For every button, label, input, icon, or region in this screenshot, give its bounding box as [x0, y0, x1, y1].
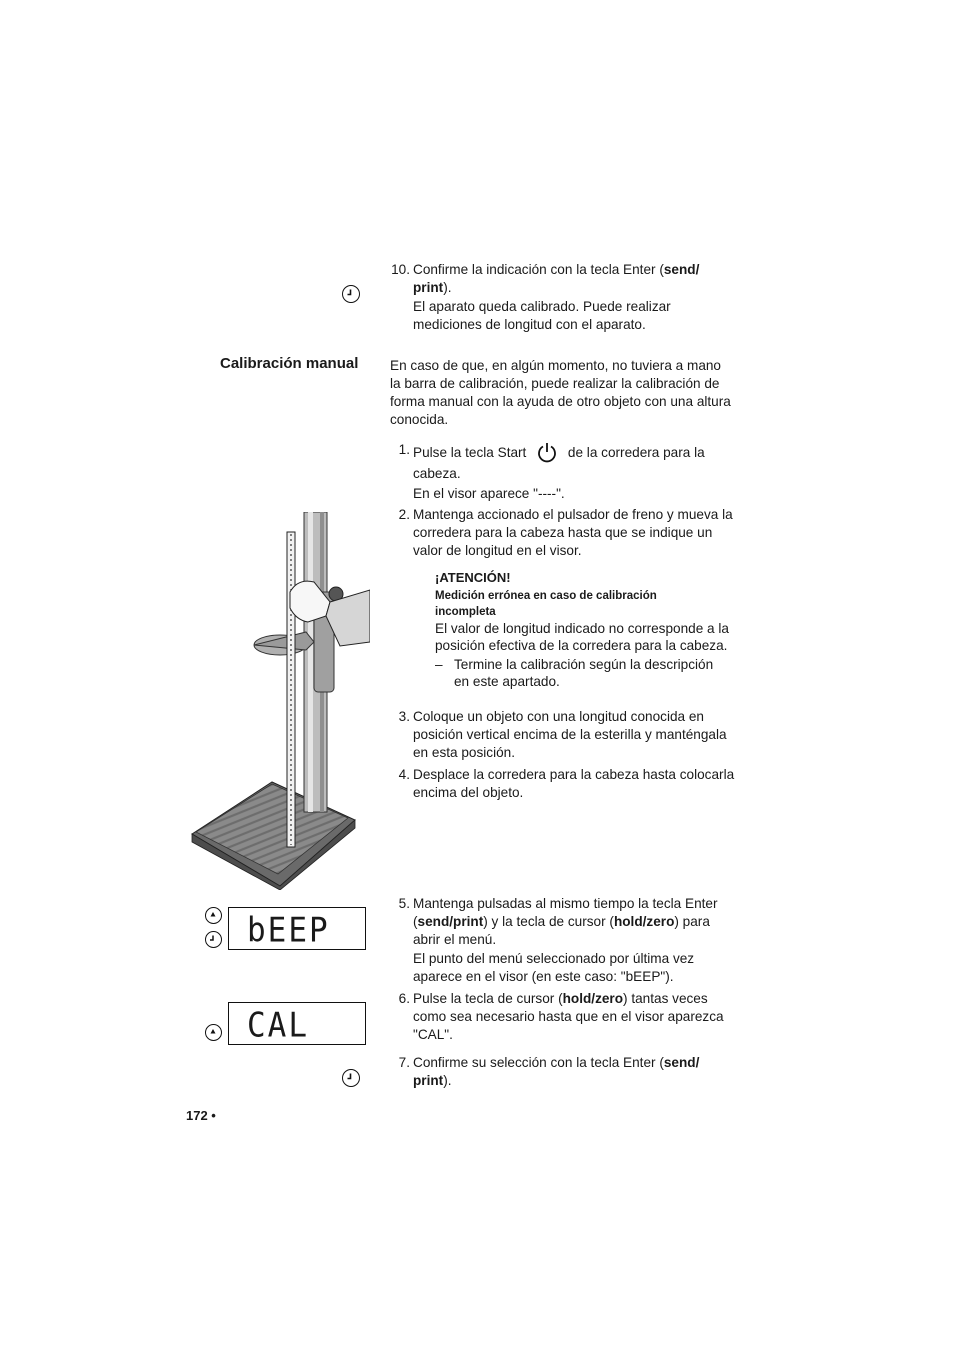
display-beep: [228, 907, 366, 950]
step-10: [390, 261, 735, 341]
enter-key-icon: [205, 931, 222, 948]
step-text: ).: [443, 1073, 452, 1088]
warning-note: [435, 569, 730, 690]
stadiometer-illustration: [190, 512, 370, 890]
key-name: send/: [663, 262, 700, 277]
key-name: send/: [663, 1055, 700, 1070]
step-subtext: En el visor aparece "----".: [413, 486, 565, 501]
warning-body: El valor de longitud indicado no corresponde a la posición efectiva de la corredera para la cabeza.: [435, 621, 729, 653]
key-name: print: [413, 1073, 444, 1088]
step-number: 7.: [398, 1055, 410, 1070]
enter-key-icon: [342, 1069, 360, 1087]
step-number: 3.: [398, 709, 410, 724]
step-text: ).: [443, 280, 452, 295]
step-text: de la corredera para la: [567, 445, 705, 460]
section-intro: En caso de que, en algún momento, no tuviera a mano la barra de calibración, puede realizar la calibración de forma manual con la ayuda de otro objeto con una altura conocida.: [390, 358, 731, 427]
bullet-dash: –: [435, 657, 443, 672]
step-subtext: El aparato queda calibrado. Puede realizar mediciones de longitud con el aparato.: [413, 299, 671, 332]
step-number: 5.: [398, 896, 410, 911]
key-name: print: [413, 280, 444, 295]
step-3: [390, 708, 735, 764]
bullet-text: Termine la calibración según la descripción en este apartado.: [454, 657, 714, 689]
step-text: Confirme su selección con la tecla Enter (: [413, 1055, 664, 1070]
cursor-key-icon: [205, 1024, 222, 1041]
step-subtext: El punto del menú seleccionado por última vez aparece en el visor (en este caso: "bEEP").: [413, 951, 695, 984]
step-text: Mantenga pulsadas al mismo tiempo la tecla Enter (: [413, 896, 718, 929]
page-number: 172 •: [186, 1108, 216, 1123]
warning-subtitle: Medición errónea en caso de calibración incompleta: [435, 590, 657, 618]
enter-key-icon: [342, 285, 360, 303]
step-text: Pulse la tecla de cursor (: [413, 991, 563, 1006]
step-number: 4.: [398, 767, 410, 782]
key-name: send/print: [417, 914, 484, 929]
step-text: Coloque un objeto con una longitud conocida en posición vertical encima de la esterilla y manténgala en esta posición.: [413, 709, 727, 760]
step-text: Desplace la corredera para la cabeza hasta colocarla encima del objeto.: [413, 767, 735, 800]
step-number: 2.: [398, 507, 410, 522]
step-number: 1.: [398, 442, 410, 457]
step-1: [390, 441, 735, 501]
step-number: 10.: [391, 262, 410, 277]
step-text: Confirme la indicación con la tecla Enter (: [413, 262, 664, 277]
warning-bullet: [435, 657, 730, 690]
step-text: Pulse la tecla Start: [413, 445, 527, 460]
step-number: 6.: [398, 991, 410, 1006]
step-5: [390, 895, 735, 987]
step-text: Mantenga accionado el pulsador de freno y mueva la corredera para la cabeza hasta que se indique un valor de longitud en el visor.: [413, 507, 733, 558]
warning-title: ¡ATENCIÓN!: [435, 570, 511, 585]
display-text: bEEP: [247, 910, 330, 951]
step-text: ) para abrir el menú.: [413, 914, 710, 947]
step-6: [390, 990, 735, 1046]
step-4: [390, 766, 735, 806]
display-text: CAL: [247, 1005, 309, 1046]
step-text: cabeza.: [413, 466, 461, 481]
key-name: hold/zero: [562, 991, 624, 1006]
power-icon: [536, 441, 558, 463]
step-text: ) tantas veces como sea necesario hasta que en el visor aparezca "CAL".: [413, 991, 724, 1042]
step-text: ) y la tecla de cursor (: [483, 914, 614, 929]
section-heading: Calibración manual: [220, 355, 359, 372]
step-7: [390, 1054, 735, 1094]
cursor-key-icon: [205, 907, 222, 924]
step-2: [390, 506, 735, 562]
display-cal: [228, 1002, 366, 1045]
key-name: hold/zero: [613, 914, 675, 929]
